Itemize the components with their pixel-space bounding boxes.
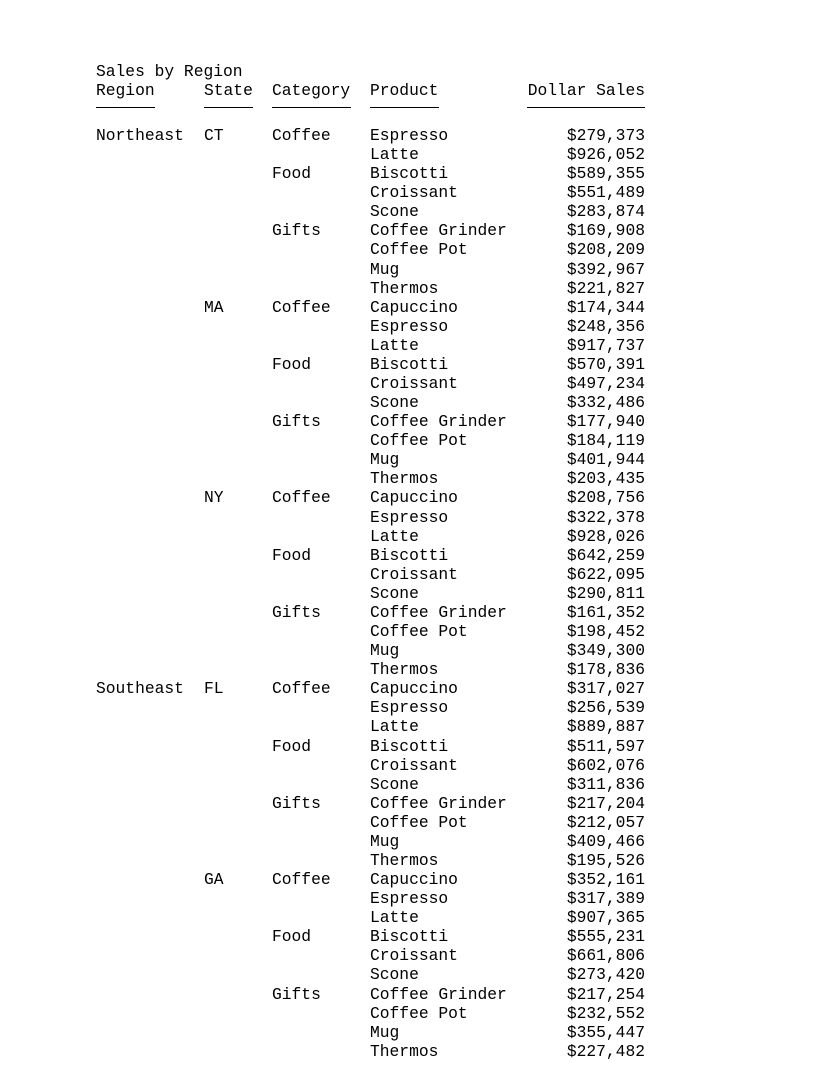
dollar-sales-cell: $322,378 [566,507,645,527]
category-cell: Food [272,927,312,947]
dollar-sales-cell: $177,940 [566,412,645,432]
dollar-sales-cell: $283,874 [566,202,645,222]
dollar-sales-cell: $332,486 [566,393,645,413]
table-row [96,832,656,851]
dollar-sales-cell: $889,887 [566,717,645,737]
product-cell: Coffee Pot [370,622,468,642]
table-row [96,622,656,641]
table-row [96,374,656,393]
product-cell: Coffee Grinder [370,602,507,622]
category-cell: Food [272,354,312,374]
product-cell: Scone [370,965,419,985]
table-row [96,679,656,698]
product-cell: Espresso [370,507,449,527]
category-cell: Coffee [272,488,331,508]
product-cell: Coffee Pot [370,812,468,832]
table-row [96,698,656,717]
product-cell: Espresso [370,698,449,718]
product-cell: Capuccino [370,870,458,890]
product-cell: Latte [370,145,419,165]
dollar-sales-cell: $290,811 [566,583,645,603]
product-cell: Biscotti [370,354,449,374]
product-cell: Mug [370,641,400,661]
table-row [96,813,656,832]
product-cell: Espresso [370,126,449,145]
product-cell: Croissant [370,564,458,584]
product-cell: Croissant [370,755,458,775]
dollar-sales-cell: $392,967 [566,259,645,279]
table-row [96,527,656,546]
product-cell: Scone [370,393,419,413]
state-cell: MA [204,297,224,317]
dollar-sales-cell: $917,737 [566,335,645,355]
dollar-sales-cell: $622,095 [566,564,645,584]
product-cell: Mug [370,831,400,851]
category-cell: Gifts [272,602,321,622]
category-cell: Food [272,545,312,565]
product-cell: Biscotti [370,736,449,756]
table-row [96,240,656,259]
table-row [96,565,656,584]
dollar-sales-cell: $169,908 [566,221,645,241]
category-cell: Coffee [272,126,331,145]
category-cell: Gifts [272,412,321,432]
category-cell: Gifts [272,984,321,1004]
dollar-sales-cell: $317,027 [566,679,645,699]
dollar-sales-cell: $589,355 [566,164,645,184]
region-cell: Northeast [96,126,184,145]
product-cell: Thermos [370,469,439,489]
dollar-sales-cell: $227,482 [566,1041,645,1061]
dollar-sales-cell: $551,489 [566,183,645,203]
table-row [96,660,656,679]
product-cell: Scone [370,583,419,603]
header-underline [370,107,439,108]
dollar-sales-cell: $355,447 [566,1022,645,1042]
dollar-sales-cell: $256,539 [566,698,645,718]
state-cell: GA [204,870,224,890]
table-row [96,756,656,775]
category-cell: Coffee [272,870,331,890]
product-cell: Croissant [370,374,458,394]
table-row [96,946,656,965]
region-cell: Southeast [96,679,184,699]
table-row [96,221,656,240]
table-row [96,851,656,870]
dollar-sales-cell: $178,836 [566,660,645,680]
report-title: Sales by Region [96,62,243,81]
table-row [96,794,656,813]
table-row [96,183,656,202]
dollar-sales-cell: $198,452 [566,622,645,642]
table-row [96,336,656,355]
product-cell: Latte [370,908,419,928]
table-row [96,431,656,450]
report-body [96,126,656,1061]
table-row [96,488,656,507]
header-product: Product [370,81,439,100]
table-row [96,202,656,221]
table-row [96,737,656,756]
dollar-sales-cell: $555,231 [566,927,645,947]
table-row [96,450,656,469]
product-cell: Biscotti [370,545,449,565]
product-cell: Thermos [370,278,439,298]
table-row [96,965,656,984]
table-row [96,546,656,565]
dollar-sales-cell: $161,352 [566,602,645,622]
product-cell: Scone [370,202,419,222]
dollar-sales-cell: $349,300 [566,641,645,661]
dollar-sales-cell: $317,389 [566,889,645,909]
header-category: Category [272,81,351,100]
table-row [96,1023,656,1042]
product-cell: Coffee Pot [370,1003,468,1023]
table-row [96,145,656,164]
table-row [96,908,656,927]
dollar-sales-cell: $208,209 [566,240,645,260]
table-row [96,469,656,488]
table-row [96,317,656,336]
dollar-sales-cell: $511,597 [566,736,645,756]
dollar-sales-cell: $273,420 [566,965,645,985]
category-cell: Gifts [272,793,321,813]
dollar-sales-cell: $352,161 [566,870,645,890]
state-cell: FL [204,679,224,699]
product-cell: Mug [370,450,400,470]
dollar-sales-cell: $409,466 [566,831,645,851]
dollar-sales-cell: $497,234 [566,374,645,394]
product-cell: Coffee Pot [370,431,468,451]
product-cell: Espresso [370,316,449,336]
product-cell: Thermos [370,660,439,680]
table-row [96,508,656,527]
category-cell: Food [272,164,312,184]
dollar-sales-cell: $401,944 [566,450,645,470]
header-region: Region [96,81,155,100]
product-cell: Coffee Grinder [370,984,507,1004]
table-row [96,1042,656,1061]
table-row [96,279,656,298]
product-cell: Thermos [370,1041,439,1061]
table-row [96,717,656,736]
dollar-sales-cell: $217,254 [566,984,645,1004]
category-cell: Coffee [272,297,331,317]
dollar-sales-cell: $928,026 [566,526,645,546]
header-underline-row [96,100,656,126]
product-cell: Croissant [370,946,458,966]
category-cell: Gifts [272,221,321,241]
product-cell: Croissant [370,183,458,203]
dollar-sales-cell: $212,057 [566,812,645,832]
column-header-row [96,81,656,100]
table-row [96,298,656,317]
header-underline [96,107,155,108]
header-underline [204,107,253,108]
dollar-sales-cell: $221,827 [566,278,645,298]
product-cell: Thermos [370,850,439,870]
table-row [96,164,656,183]
dollar-sales-cell: $232,552 [566,1003,645,1023]
product-cell: Latte [370,717,419,737]
table-row [96,355,656,374]
category-cell: Food [272,736,312,756]
product-cell: Coffee Grinder [370,793,507,813]
table-row [96,412,656,431]
dollar-sales-cell: $184,119 [566,431,645,451]
dollar-sales-cell: $926,052 [566,145,645,165]
dollar-sales-cell: $203,435 [566,469,645,489]
sales-report [96,62,656,1061]
table-row [96,775,656,794]
product-cell: Capuccino [370,679,458,699]
table-row [96,603,656,622]
product-cell: Coffee Grinder [370,412,507,432]
table-row [96,393,656,412]
table-row [96,126,656,145]
header-underline [272,107,351,108]
state-cell: CT [204,126,224,145]
product-cell: Capuccino [370,297,458,317]
table-row [96,889,656,908]
dollar-sales-cell: $195,526 [566,850,645,870]
header-dollar-sales: Dollar Sales [527,81,645,100]
product-cell: Latte [370,526,419,546]
table-row [96,1004,656,1023]
product-cell: Coffee Grinder [370,221,507,241]
dollar-sales-cell: $642,259 [566,545,645,565]
header-underline [527,107,645,108]
dollar-sales-cell: $279,373 [566,126,645,145]
table-row [96,641,656,660]
table-row [96,985,656,1004]
dollar-sales-cell: $248,356 [566,316,645,336]
dollar-sales-cell: $217,204 [566,793,645,813]
dollar-sales-cell: $907,365 [566,908,645,928]
table-row [96,260,656,279]
dollar-sales-cell: $208,756 [566,488,645,508]
dollar-sales-cell: $661,806 [566,946,645,966]
product-cell: Biscotti [370,164,449,184]
state-cell: NY [204,488,224,508]
report-title-row [96,62,656,81]
dollar-sales-cell: $174,344 [566,297,645,317]
product-cell: Scone [370,774,419,794]
table-row [96,870,656,889]
product-cell: Latte [370,335,419,355]
dollar-sales-cell: $570,391 [566,354,645,374]
product-cell: Espresso [370,889,449,909]
header-state: State [204,81,253,100]
table-row [96,584,656,603]
product-cell: Coffee Pot [370,240,468,260]
product-cell: Capuccino [370,488,458,508]
category-cell: Coffee [272,679,331,699]
dollar-sales-cell: $311,836 [566,774,645,794]
product-cell: Mug [370,259,400,279]
product-cell: Mug [370,1022,400,1042]
product-cell: Biscotti [370,927,449,947]
dollar-sales-cell: $602,076 [566,755,645,775]
table-row [96,927,656,946]
